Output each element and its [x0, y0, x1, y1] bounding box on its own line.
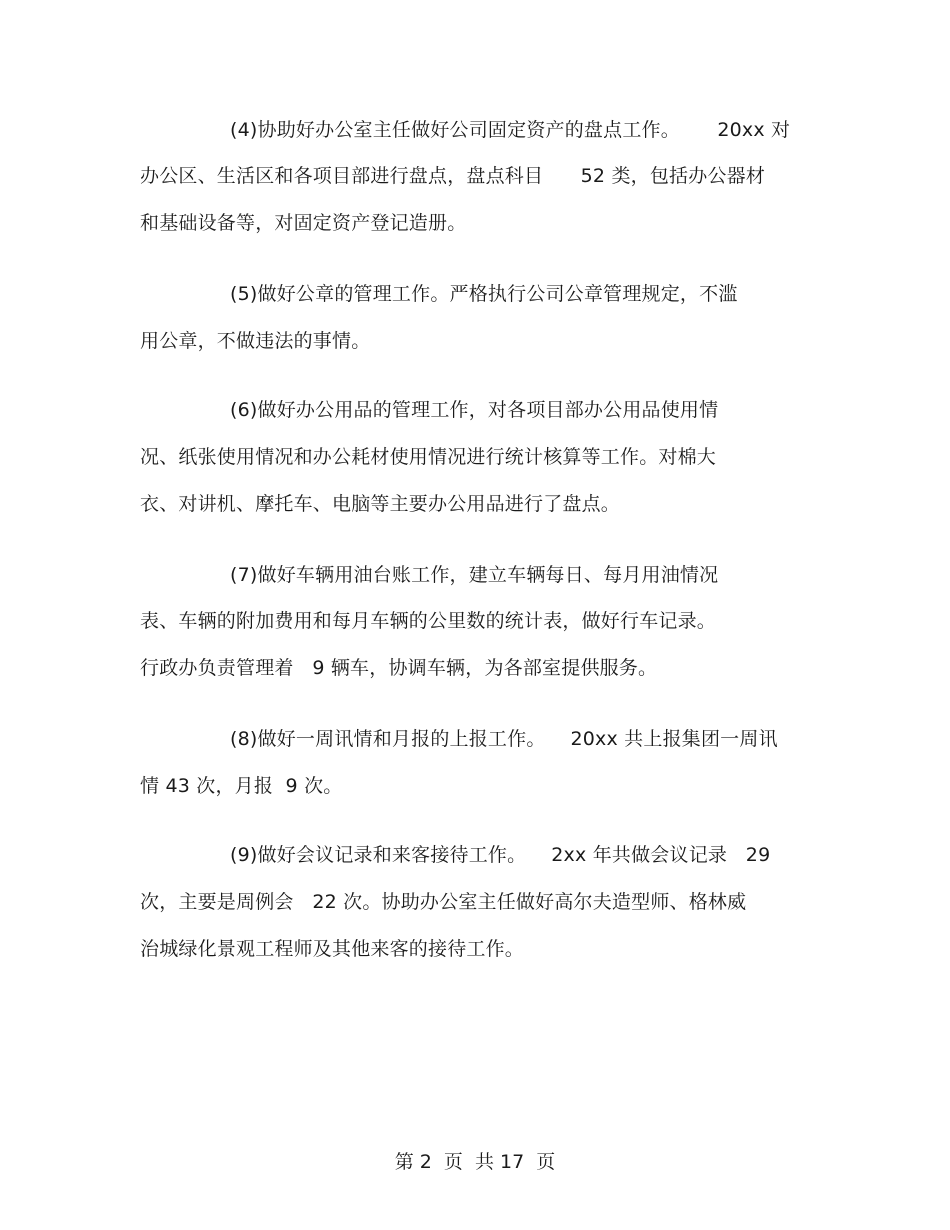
paragraph-8-line-2: 情 43 次，月报 9 次。: [140, 775, 343, 797]
paragraph-7-line-1: (7)做好车辆用油台账工作，建立车辆每日、每月用油情况: [230, 564, 719, 586]
paragraph-5-line-1: (5)做好公章的管理工作。严格执行公司公章管理规定，不滥: [230, 283, 738, 305]
paragraph-5-line-2: 用公章，不做违法的事情。: [140, 330, 371, 352]
paragraph-9-line-2: 次，主要是周例会 22 次。协助办公室主任做好高尔夫造型师、格林威: [140, 891, 747, 913]
paragraph-6-line-2: 况、纸张使用情况和办公耗材使用情况进行统计核算等工作。对棉大: [140, 446, 717, 468]
paragraph-6-line-1: (6)做好办公用品的管理工作，对各项目部办公用品使用情: [230, 399, 719, 421]
paragraph-9-line-1: (9)做好会议记录和来客接待工作。 2xx 年共做会议记录 29: [230, 844, 771, 866]
paragraph-9-line-3: 治城绿化景观工程师及其他来客的接待工作。: [140, 938, 525, 960]
paragraph-4-line-3: 和基础设备等，对固定资产登记造册。: [140, 212, 467, 234]
paragraph-7-line-2: 表、车辆的附加费用和每月车辆的公里数的统计表，做好行车记录。: [140, 610, 717, 632]
paragraph-4-line-2: 办公区、生活区和各项目部进行盘点，盘点科目 52 类，包括办公器材: [140, 165, 766, 187]
paragraph-4-line-1: (4)协助好办公室主任做好公司固定资产的盘点工作。 20xx 对: [230, 119, 791, 141]
paragraph-8-line-1: (8)做好一周讯情和月报的上报工作。 20xx 共上报集团一周讯: [230, 728, 778, 750]
page-number-footer: 第 2 页 共 17 页: [394, 1151, 556, 1173]
paragraph-7-line-3: 行政办负责管理着 9 辆车，协调车辆，为各部室提供服务。: [140, 657, 658, 679]
paragraph-6-line-3: 衣、对讲机、摩托车、电脑等主要办公用品进行了盘点。: [140, 493, 621, 515]
